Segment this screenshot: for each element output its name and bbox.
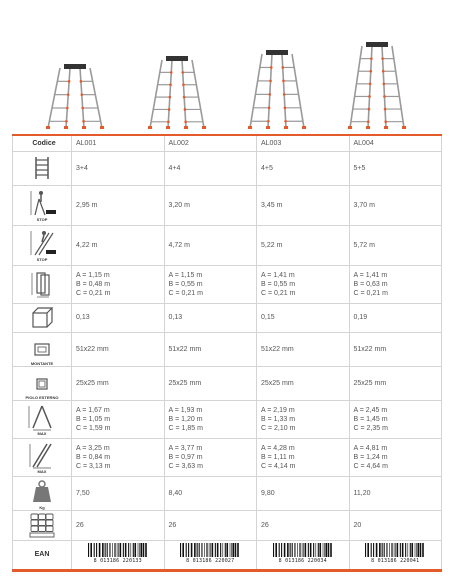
spec-value: 20 <box>353 521 362 529</box>
ean-label: EAN <box>13 540 72 570</box>
spec-value: A = 2,45 m <box>353 406 388 414</box>
ladder-product-image <box>30 40 120 130</box>
spec-icon-cell <box>13 366 72 400</box>
spec-value-cell <box>72 510 165 540</box>
spec-icon-cell <box>13 510 72 540</box>
ladder-product-image <box>332 40 422 130</box>
spec-value: 51x22 mm <box>353 345 387 353</box>
spec-value: 2,95 m <box>76 201 98 209</box>
spec-value-cell <box>257 225 350 265</box>
icon-caption: STOP <box>36 216 48 222</box>
icon-caption: MONTANTE <box>30 360 54 366</box>
model-header: AL001 <box>72 135 165 151</box>
spec-value: C = 1,85 m <box>168 424 203 432</box>
spec-value: A = 1,41 m <box>353 271 388 279</box>
spec-row <box>13 225 442 265</box>
spec-value: C = 0,21 m <box>76 289 111 297</box>
ean-number: 8 013186 220133 <box>93 558 142 564</box>
spec-value-cell <box>164 225 257 265</box>
spec-value-cell <box>349 225 442 265</box>
spec-value-cell <box>349 400 442 438</box>
ean-cell <box>164 540 257 570</box>
spec-value: A = 1,15 m <box>168 271 203 279</box>
code-header: Codice <box>13 135 72 151</box>
barcode-graphic <box>72 543 164 557</box>
spec-value-cell <box>164 151 257 185</box>
spec-value-cell <box>72 265 165 303</box>
ean-number: 8 013186 220041 <box>371 558 420 564</box>
spec-value: C = 0,21 m <box>168 289 203 297</box>
spec-value: B = 1,20 m <box>168 415 203 423</box>
spec-value: B = 1,24 m <box>353 453 388 461</box>
spec-body <box>13 151 442 570</box>
spec-value-cell <box>164 185 257 225</box>
spec-row <box>13 366 442 400</box>
leaning-ladder-icon <box>27 446 57 463</box>
spec-value: 25x25 mm <box>76 379 109 387</box>
rung-profile-icon <box>27 372 57 389</box>
spec-value-cell <box>72 185 165 225</box>
spec-row <box>13 303 442 332</box>
spec-value: C = 4,14 m <box>261 462 296 470</box>
spec-value-cell <box>257 510 350 540</box>
ean-cell <box>257 540 350 570</box>
folded-dimensions-icon <box>27 275 57 292</box>
spec-value: B = 1,45 m <box>353 415 388 423</box>
spec-value: 26 <box>168 521 177 529</box>
ean-number: 8 013186 220027 <box>186 558 235 564</box>
spec-value: 5+5 <box>353 164 366 172</box>
spec-value-cell <box>72 303 165 332</box>
spec-icon-cell <box>13 476 72 510</box>
spec-value: A = 4,81 m <box>353 444 388 452</box>
spec-table <box>12 134 442 572</box>
spec-value: 25x25 mm <box>261 379 294 387</box>
spec-value: 5,72 m <box>353 241 375 249</box>
spec-value-cell <box>257 265 350 303</box>
spec-value-cell <box>72 400 165 438</box>
spec-icon-cell <box>13 265 72 303</box>
spec-value: B = 0,63 m <box>353 280 388 288</box>
spec-value-cell <box>349 438 442 476</box>
spec-value: A = 4,28 m <box>261 444 295 452</box>
spec-value-cell <box>257 400 350 438</box>
spec-value-cell <box>72 476 165 510</box>
spec-icon-cell <box>13 303 72 332</box>
volume-cube-icon <box>27 309 57 326</box>
spec-value: 9,80 <box>261 489 275 497</box>
spec-icon-cell <box>13 400 72 438</box>
spec-value-cell <box>164 476 257 510</box>
spec-value: A = 3,77 m <box>168 444 203 452</box>
spec-row <box>13 332 442 366</box>
spec-value-cell <box>349 303 442 332</box>
spec-icon-cell <box>13 332 72 366</box>
spec-value-cell <box>349 476 442 510</box>
spec-row <box>13 185 442 225</box>
spec-value-cell <box>164 332 257 366</box>
spec-value: 26 <box>261 521 269 529</box>
spec-value: B = 0,84 m <box>76 453 111 461</box>
spec-value: 25x25 mm <box>353 379 387 387</box>
spec-value-cell <box>72 151 165 185</box>
spec-value-cell <box>164 438 257 476</box>
model-header: AL002 <box>164 135 257 151</box>
barcode-graphic <box>165 543 257 557</box>
spec-value: 11,20 <box>353 489 371 497</box>
icon-caption: Kg <box>39 504 45 510</box>
product-photo-strip <box>12 40 442 130</box>
ladder-product-image <box>232 40 322 130</box>
spec-value: 51x22 mm <box>168 345 202 353</box>
spec-value: 25x25 mm <box>168 379 202 387</box>
spec-value: C = 2,10 m <box>261 424 296 432</box>
spec-value: 3,45 m <box>261 201 283 209</box>
spec-value: A = 1,15 m <box>76 271 110 279</box>
open-a-frame-icon <box>27 408 57 425</box>
spec-value-cell <box>72 332 165 366</box>
spec-value: B = 0,97 m <box>168 453 203 461</box>
spec-value-cell <box>349 332 442 366</box>
spec-value: 3,70 m <box>353 201 375 209</box>
spec-value-cell <box>72 225 165 265</box>
spec-value: 51x22 mm <box>76 345 109 353</box>
spec-row <box>13 265 442 303</box>
spec-value: 4+4 <box>168 164 181 172</box>
spec-value: B = 0,48 m <box>76 280 111 288</box>
spec-value: 0,13 <box>76 314 90 321</box>
spec-value-cell <box>72 366 165 400</box>
spec-value: 7,50 <box>76 489 90 497</box>
spec-value: A = 1,67 m <box>76 406 110 414</box>
spec-icon-cell <box>13 225 72 265</box>
spec-value-cell <box>257 438 350 476</box>
spec-value: B = 0,55 m <box>261 280 296 288</box>
spec-value: C = 2,35 m <box>353 424 388 432</box>
spec-row <box>13 151 442 185</box>
spec-value: C = 0,21 m <box>261 289 296 297</box>
spec-value: A = 2,19 m <box>261 406 295 414</box>
spec-value-cell <box>164 303 257 332</box>
spec-value-cell <box>164 366 257 400</box>
spec-value: C = 0,21 m <box>353 289 388 297</box>
spec-value: A = 1,41 m <box>261 271 295 279</box>
spec-value-cell <box>257 303 350 332</box>
spec-value: 4,22 m <box>76 241 98 249</box>
spec-value: 5,22 m <box>261 241 283 249</box>
icon-caption: MAX <box>37 430 47 436</box>
spec-value-cell <box>164 265 257 303</box>
ladder-steps-icon <box>27 159 57 176</box>
ean-row <box>13 540 442 570</box>
spec-value-cell <box>257 476 350 510</box>
spec-value: 4,72 m <box>168 241 190 249</box>
spec-icon-cell <box>13 151 72 185</box>
model-header: AL003 <box>257 135 350 151</box>
icon-caption: STOP <box>36 256 48 262</box>
spec-value: A = 1,93 m <box>168 406 203 414</box>
spec-value: 4+5 <box>261 164 273 172</box>
spec-icon-cell <box>13 185 72 225</box>
spec-value: 0,19 <box>353 314 368 321</box>
spec-value: B = 0,55 m <box>168 280 203 288</box>
icon-caption: PIOLO ESTERNO <box>25 394 59 400</box>
spec-value: B = 1,11 m <box>261 453 295 461</box>
spec-value-cell <box>164 400 257 438</box>
spec-value: 51x22 mm <box>261 345 294 353</box>
icon-caption: MAX <box>37 468 47 474</box>
spec-value: 8,40 <box>168 489 183 497</box>
working-height-icon <box>27 194 57 211</box>
barcode-graphic <box>257 543 349 557</box>
spec-row <box>13 476 442 510</box>
spec-value: C = 3,13 m <box>76 462 111 470</box>
ean-cell <box>72 540 165 570</box>
spec-value: C = 1,59 m <box>76 424 111 432</box>
spec-value-cell <box>349 151 442 185</box>
spec-value-cell <box>349 265 442 303</box>
spec-value-cell <box>257 366 350 400</box>
spec-icon-cell <box>13 438 72 476</box>
weight-kg-icon <box>27 482 57 499</box>
spec-value-cell <box>349 185 442 225</box>
spec-value-cell <box>257 151 350 185</box>
spec-value-cell <box>257 185 350 225</box>
spec-row <box>13 510 442 540</box>
spec-value: 26 <box>76 521 84 529</box>
spec-value: B = 1,05 m <box>76 415 111 423</box>
header-row <box>13 135 442 151</box>
spec-value: C = 3,63 m <box>168 462 203 470</box>
model-header: AL004 <box>349 135 442 151</box>
spec-value: 0,15 <box>261 314 275 321</box>
spec-value-cell <box>164 510 257 540</box>
spec-value-cell <box>349 510 442 540</box>
barcode-graphic <box>350 543 442 557</box>
spec-value: 0,13 <box>168 314 183 321</box>
upright-profile-icon <box>27 338 57 355</box>
spec-value: 3,20 m <box>168 201 190 209</box>
ean-number: 8 013186 220034 <box>278 558 327 564</box>
spec-value-cell <box>257 332 350 366</box>
spec-row <box>13 400 442 438</box>
spec-value: C = 4,64 m <box>353 462 388 470</box>
spec-value-cell <box>72 438 165 476</box>
ean-cell <box>349 540 442 570</box>
spec-value-cell <box>349 366 442 400</box>
spec-row <box>13 438 442 476</box>
spec-value: 3+4 <box>76 164 88 172</box>
extension-height-icon <box>27 234 57 251</box>
ladder-product-image <box>132 40 222 130</box>
spec-value: A = 3,25 m <box>76 444 110 452</box>
spec-value: B = 1,33 m <box>261 415 296 423</box>
pallet-boxes-icon <box>27 516 57 533</box>
